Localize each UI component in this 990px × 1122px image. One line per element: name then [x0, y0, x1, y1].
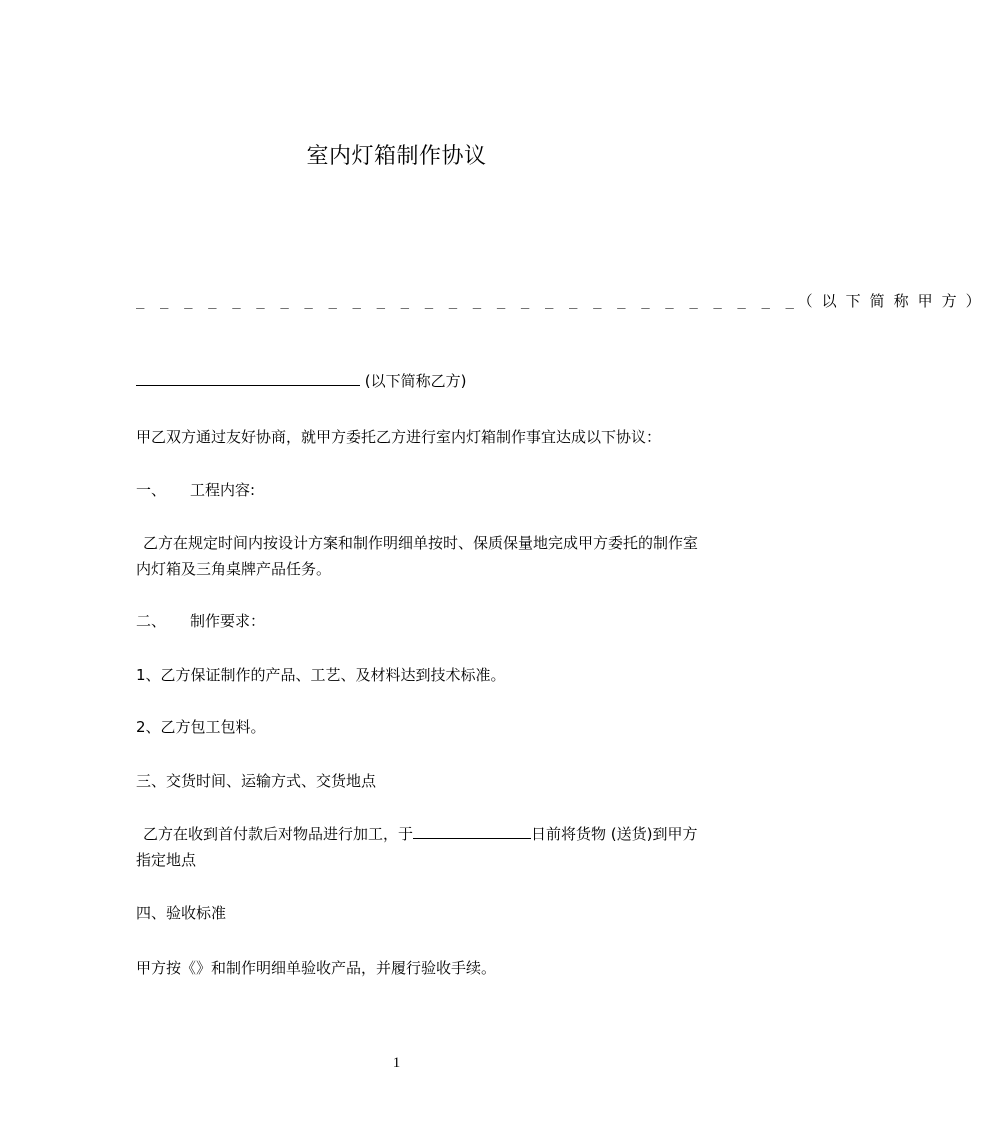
section-3-heading: 三、交货时间、运输方式、交货地点 — [136, 772, 377, 790]
section-3-body — [136, 821, 706, 873]
section-2-item-1: 1、乙方保证制作的产品、工艺、及材料达到技术标准。 — [136, 666, 506, 684]
section-3-body-before: 乙方在收到首付款后对物品进行加工，于 — [143, 825, 414, 843]
section-1-body: 乙方在规定时间内按设计方案和制作明细单按时、保质保量地完成甲方委托的制作室内灯箱及三角桌牌产品任务。 — [136, 534, 699, 578]
party-a-label: （以下简称甲方） — [797, 292, 990, 310]
delivery-date-blank[interactable] — [413, 822, 531, 839]
section-2-item-2: 2、乙方包工包料。 — [136, 718, 266, 736]
section-4-body: 甲方按《》和制作明细单验收产品，并履行验收手续。 — [136, 959, 497, 977]
section-4-heading: 四、验收标准 — [136, 904, 227, 922]
section-1-title: 工程内容: — [190, 481, 256, 499]
document-title: 室内灯箱制作协议 — [306, 144, 487, 169]
party-a-blank[interactable]: _ _ _ _ _ _ _ _ _ _ _ _ _ _ _ _ _ _ _ _ _ _ _ _ _ _ _ _ — [136, 293, 798, 309]
section-2-number: 二、 — [136, 612, 167, 630]
section-1-heading — [136, 477, 706, 503]
party-b-line — [136, 368, 706, 394]
party-a-line — [136, 289, 990, 313]
section-2-title: 制作要求： — [190, 612, 266, 630]
section-2-heading — [136, 608, 706, 634]
party-b-blank[interactable] — [136, 369, 360, 386]
section-1-number: 一、 — [136, 481, 167, 499]
intro-paragraph: 甲乙双方通过友好协商，就甲方委托乙方进行室内灯箱制作事宜达成以下协议： — [136, 428, 662, 446]
section-3-body-after: 日前将货物 (送货)到甲方指定地点 — [136, 825, 698, 869]
party-b-label: (以下简称乙方) — [364, 372, 467, 390]
page-number: 1 — [392, 1055, 401, 1071]
